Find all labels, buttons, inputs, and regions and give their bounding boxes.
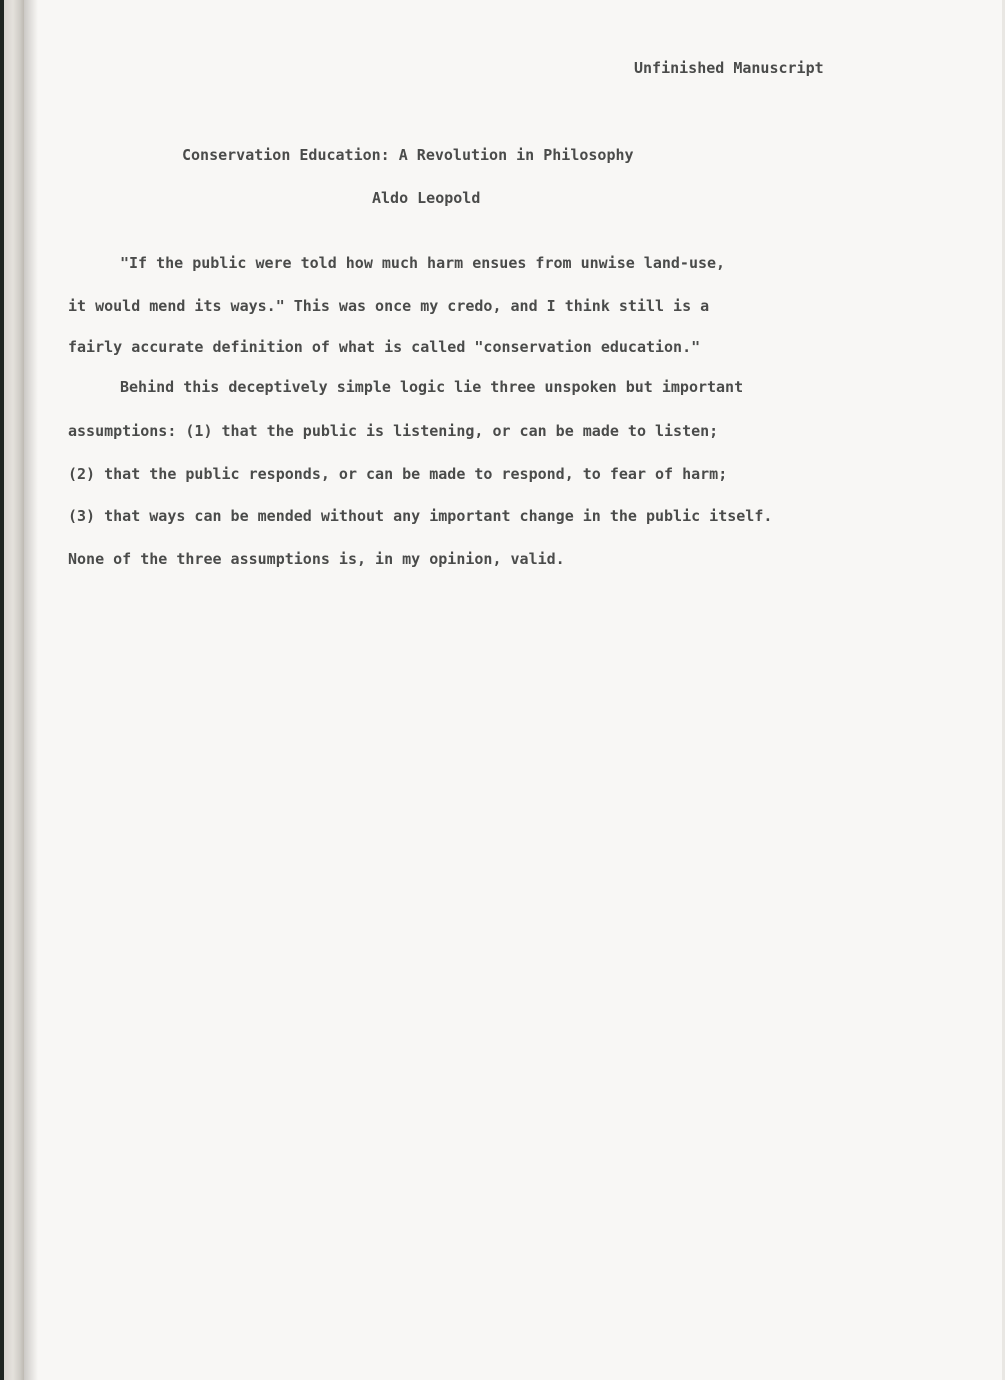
paragraph-1-line-2: it would mend its ways." This was once my credo, and I think still is a: [68, 297, 710, 315]
paragraph-2-line-1: Behind this deceptively simple logic lie three unspoken but important: [120, 378, 744, 396]
manuscript-status-label: Unfinished Manuscript: [634, 59, 824, 77]
paragraph-2-line-4: (3) that ways can be mended without any important change in the public itself.: [68, 507, 773, 525]
paragraph-2-line-3: (2) that the public responds, or can be made to respond, to fear of harm;: [68, 465, 728, 483]
paragraph-1-line-1: "If the public were told how much harm ensues from unwise land-use,: [120, 254, 726, 272]
paragraph-2-line-2: assumptions: (1) that the public is listening, or can be made to listen;: [68, 422, 719, 440]
spine-shadow: [24, 0, 38, 1380]
document-title: Conservation Education: A Revolution in Philosophy: [182, 146, 634, 164]
document-author: Aldo Leopold: [372, 189, 481, 207]
paragraph-1-line-3: fairly accurate definition of what is called "conservation education.": [68, 338, 701, 356]
manuscript-page: [24, 0, 1005, 1380]
paragraph-2-line-5: None of the three assumptions is, in my opinion, valid.: [68, 550, 565, 568]
previous-page-edge: [4, 0, 24, 1380]
